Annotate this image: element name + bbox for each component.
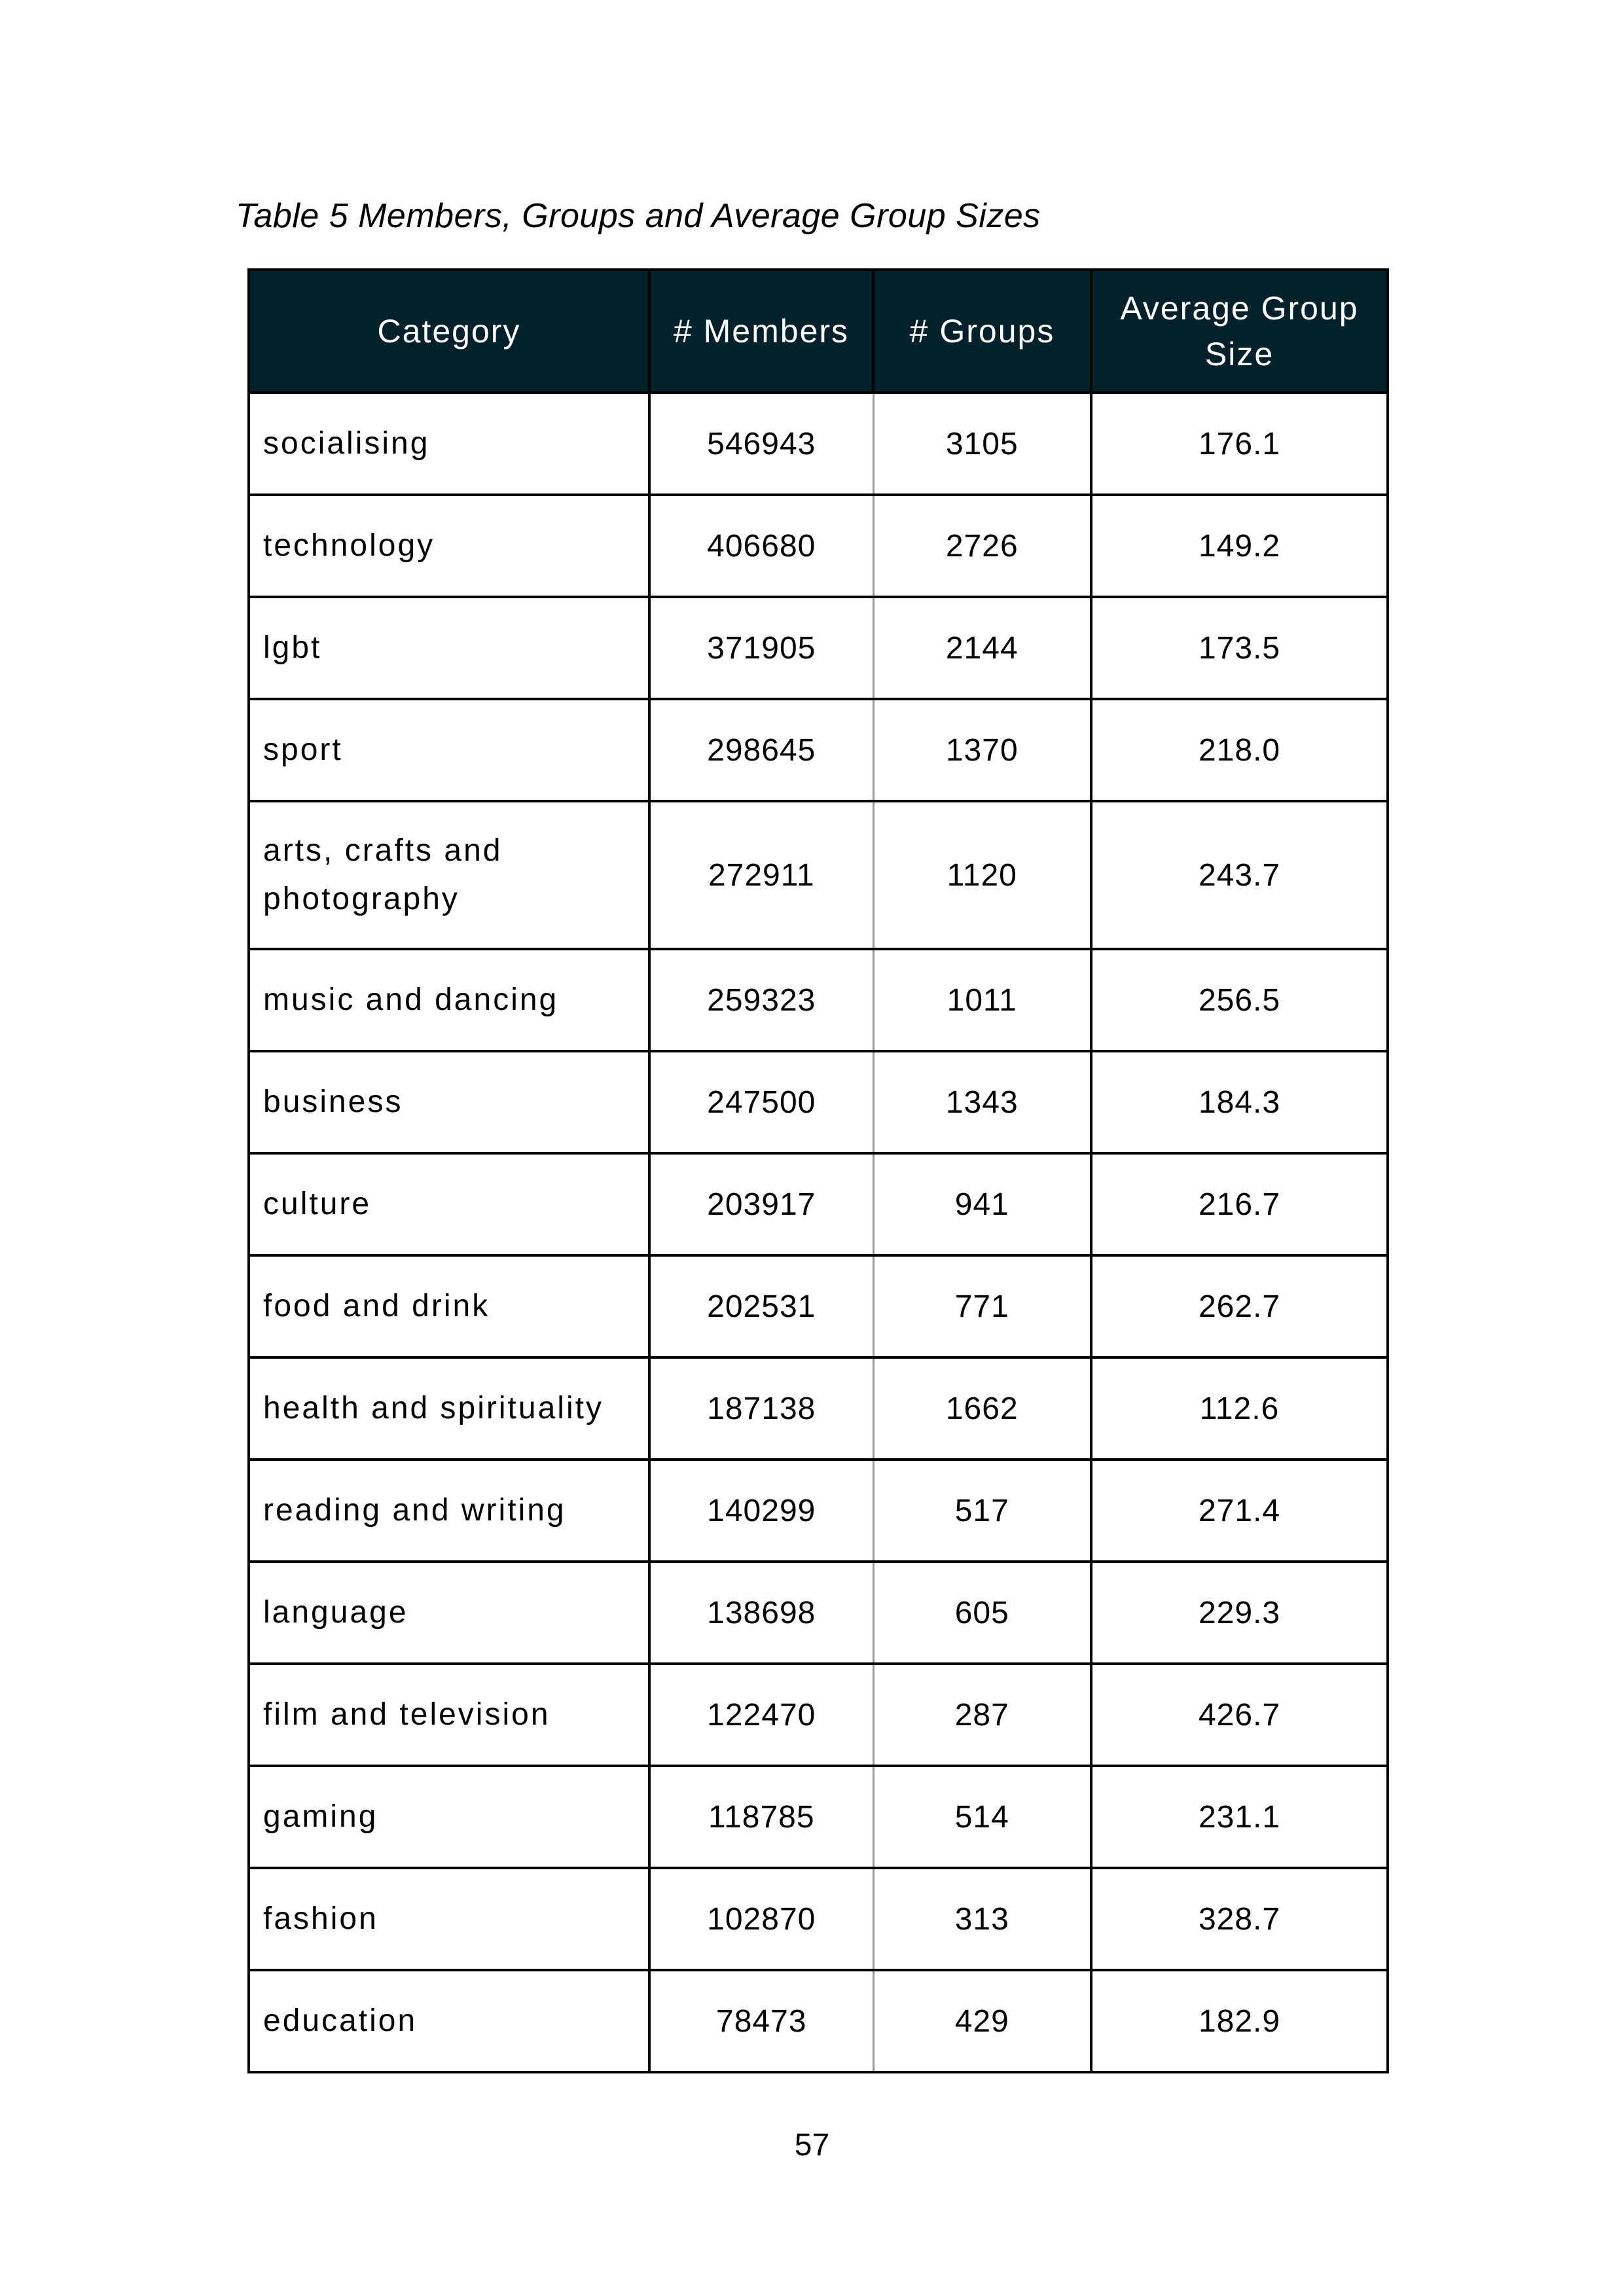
cell-groups: 941 [873,1153,1091,1255]
cell-average: 182.9 [1091,1970,1388,2072]
cell-category: sport [249,699,649,801]
cell-members: 371905 [649,597,873,699]
cell-members: 122470 [649,1664,873,1766]
cell-members: 78473 [649,1970,873,2072]
header-groups: # Groups [873,270,1091,393]
cell-category: lgbt [249,597,649,699]
cell-groups: 1120 [873,801,1091,949]
cell-groups: 1370 [873,699,1091,801]
cell-groups: 313 [873,1868,1091,1970]
table-row [249,1357,1388,1460]
table-row [249,1051,1388,1153]
cell-groups: 771 [873,1255,1091,1357]
cell-average: 262.7 [1091,1255,1388,1357]
cell-category: socialising [249,393,649,495]
cell-average: 243.7 [1091,801,1388,949]
cell-category: gaming [249,1766,649,1868]
cell-groups: 2726 [873,495,1091,597]
cell-category: culture [249,1153,649,1255]
header-members: # Members [649,270,873,393]
table-row [249,1153,1388,1255]
cell-groups: 514 [873,1766,1091,1868]
cell-groups: 2144 [873,597,1091,699]
cell-category: film and television [249,1664,649,1766]
cell-members: 202531 [649,1255,873,1357]
cell-category: health and spirituality [249,1357,649,1460]
table-row [249,1868,1388,1970]
cell-members: 272911 [649,801,873,949]
cell-members: 187138 [649,1357,873,1460]
cell-average: 184.3 [1091,1051,1388,1153]
cell-groups: 429 [873,1970,1091,2072]
cell-average: 218.0 [1091,699,1388,801]
cell-category: fashion [249,1868,649,1970]
cell-members: 118785 [649,1766,873,1868]
table-row [249,801,1388,949]
cell-category: education [249,1970,649,2072]
table-row [249,1970,1388,2072]
cell-groups: 3105 [873,393,1091,495]
cell-average: 112.6 [1091,1357,1388,1460]
cell-average: 229.3 [1091,1562,1388,1664]
cell-groups: 605 [873,1562,1091,1664]
table-row [249,699,1388,801]
cell-members: 138698 [649,1562,873,1664]
table-row [249,1255,1388,1357]
cell-average: 271.4 [1091,1460,1388,1562]
members-groups-table [247,268,1389,2073]
cell-members: 140299 [649,1460,873,1562]
table-caption: Table 5 Members, Groups and Average Group Sizes [236,197,1041,235]
cell-average: 426.7 [1091,1664,1388,1766]
table-row [249,1766,1388,1868]
cell-average: 149.2 [1091,495,1388,597]
cell-members: 406680 [649,495,873,597]
table-row [249,949,1388,1051]
table-row [249,1664,1388,1766]
cell-groups: 1343 [873,1051,1091,1153]
header-average-group-size: Average Group Size [1091,270,1388,393]
cell-average: 231.1 [1091,1766,1388,1868]
cell-category: business [249,1051,649,1153]
cell-members: 247500 [649,1051,873,1153]
table-row [249,1562,1388,1664]
cell-groups: 517 [873,1460,1091,1562]
cell-members: 102870 [649,1868,873,1970]
table-row [249,1460,1388,1562]
cell-groups: 287 [873,1664,1091,1766]
cell-average: 328.7 [1091,1868,1388,1970]
cell-category: technology [249,495,649,597]
header-category: Category [249,270,649,393]
cell-average: 173.5 [1091,597,1388,699]
table-row [249,393,1388,495]
table-row [249,597,1388,699]
cell-members: 298645 [649,699,873,801]
page-number: 57 [794,2128,830,2162]
cell-groups: 1662 [873,1357,1091,1460]
cell-average: 256.5 [1091,949,1388,1051]
cell-category: arts, crafts and photography [249,801,649,949]
cell-members: 259323 [649,949,873,1051]
cell-groups: 1011 [873,949,1091,1051]
cell-category: language [249,1562,649,1664]
cell-average: 216.7 [1091,1153,1388,1255]
cell-category: food and drink [249,1255,649,1357]
cell-average: 176.1 [1091,393,1388,495]
table-row [249,495,1388,597]
cell-members: 203917 [649,1153,873,1255]
cell-category: music and dancing [249,949,649,1051]
cell-members: 546943 [649,393,873,495]
cell-category: reading and writing [249,1460,649,1562]
table-header-row [249,270,1388,393]
